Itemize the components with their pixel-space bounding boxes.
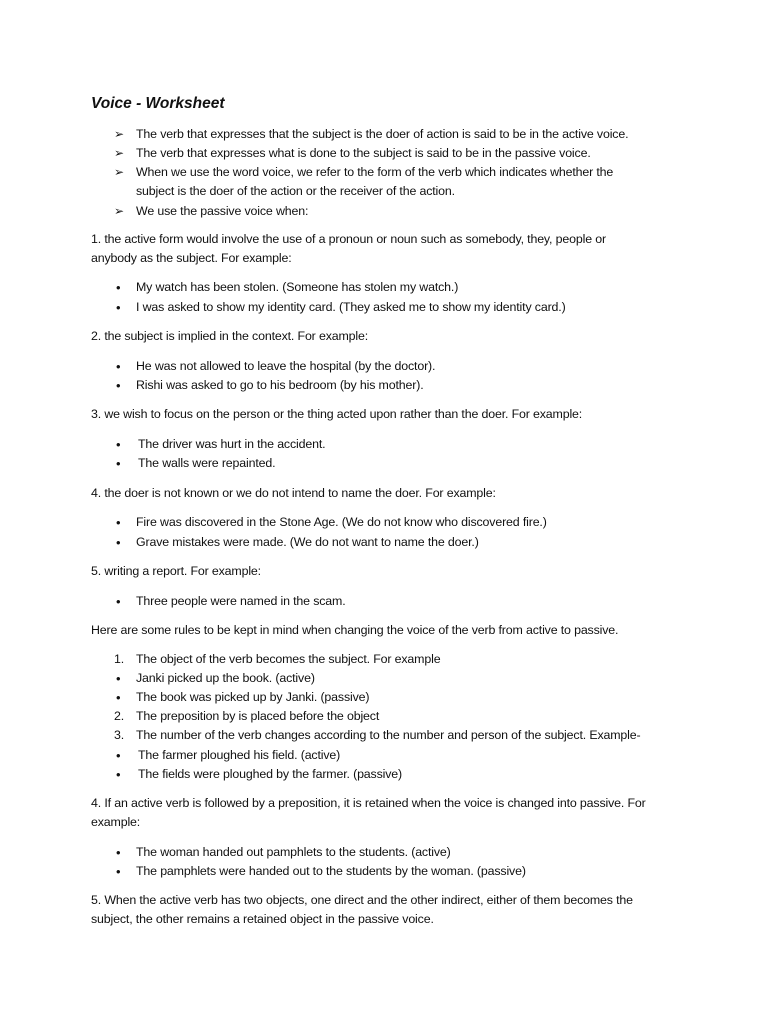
section-1-line: 1. the active form would involve the use of a pronoun or noun such as somebody, they, people or bbox=[91, 232, 606, 246]
bullet-icon: • bbox=[116, 864, 121, 879]
bullet-icon: • bbox=[116, 690, 121, 705]
rule-4-line: example: bbox=[91, 815, 141, 829]
example-item: The driver was hurt in the accident. bbox=[138, 437, 326, 451]
example-item: My watch has been stolen. (Someone has stolen my watch.) bbox=[136, 280, 459, 294]
rule-item: The object of the verb becomes the subject. For example bbox=[136, 652, 441, 666]
section-3-line: 3. we wish to focus on the person or the thing acted upon rather than the doer. For example: bbox=[91, 407, 583, 421]
section-5-line: 5. writing a report. For example: bbox=[91, 564, 261, 578]
rule-item: The fields were ploughed by the farmer. (passive) bbox=[138, 767, 403, 781]
bullet-icon: • bbox=[116, 535, 121, 550]
arrow-bullet-icon: ➢ bbox=[114, 165, 124, 179]
section-1-line: anybody as the subject. For example: bbox=[91, 251, 292, 265]
arrow-bullet-icon: ➢ bbox=[114, 204, 124, 218]
rule-4-line: 4. If an active verb is followed by a preposition, it is retained when the voice is changed into passive. For bbox=[91, 796, 646, 810]
bullet-icon: • bbox=[116, 515, 121, 530]
example-item: He was not allowed to leave the hospital (by the doctor). bbox=[136, 359, 436, 373]
bullet-icon: • bbox=[116, 359, 121, 374]
intro-line: The verb that expresses what is done to the subject is said to be in the passive voice. bbox=[136, 146, 591, 160]
example-item: Fire was discovered in the Stone Age. (We do not know who discovered fire.) bbox=[136, 515, 547, 529]
bullet-icon: • bbox=[116, 845, 121, 860]
bullet-icon: • bbox=[116, 456, 121, 471]
bullet-icon: • bbox=[116, 300, 121, 315]
example-item: Rishi was asked to go to his bedroom (by his mother). bbox=[136, 378, 424, 392]
bullet-icon: • bbox=[116, 748, 121, 763]
bullet-icon: • bbox=[116, 280, 121, 295]
bullet-icon: • bbox=[116, 594, 121, 609]
rule-item: The farmer ploughed his field. (active) bbox=[138, 748, 341, 762]
worksheet-title: Voice - Worksheet bbox=[91, 95, 225, 112]
arrow-bullet-icon: ➢ bbox=[114, 127, 124, 141]
example-item: The woman handed out pamphlets to the students. (active) bbox=[136, 845, 451, 859]
rule-item: The book was picked up by Janki. (passive) bbox=[136, 690, 370, 704]
example-item: I was asked to show my identity card. (They asked me to show my identity card.) bbox=[136, 300, 566, 314]
example-item: Three people were named in the scam. bbox=[136, 594, 346, 608]
example-item: The walls were repainted. bbox=[138, 456, 276, 470]
rule-item: Janki picked up the book. (active) bbox=[136, 671, 315, 685]
intro-line: We use the passive voice when: bbox=[136, 204, 309, 218]
example-item: Grave mistakes were made. (We do not want to name the doer.) bbox=[136, 535, 479, 549]
intro-line-continued: subject is the doer of the action or the receiver of the action. bbox=[136, 184, 455, 198]
bullet-icon: • bbox=[116, 767, 121, 782]
rule-item: The number of the verb changes according to the number and person of the subject. Example- bbox=[136, 728, 641, 742]
rule-5-line: 5. When the active verb has two objects, one direct and the other indirect, either of them becomes the bbox=[91, 893, 633, 907]
bullet-icon: • bbox=[116, 671, 121, 686]
example-item: The pamphlets were handed out to the students by the woman. (passive) bbox=[136, 864, 526, 878]
arrow-bullet-icon: ➢ bbox=[114, 146, 124, 160]
intro-line: The verb that expresses that the subject is the doer of action is said to be in the active voice. bbox=[136, 127, 629, 141]
intro-line: When we use the word voice, we refer to the form of the verb which indicates whether the bbox=[136, 165, 614, 179]
rules-intro: Here are some rules to be kept in mind when changing the voice of the verb from active to passive. bbox=[91, 623, 619, 637]
section-2-line: 2. the subject is implied in the context. For example: bbox=[91, 329, 369, 343]
rule-5-line: subject, the other remains a retained object in the passive voice. bbox=[91, 912, 434, 926]
bullet-icon: • bbox=[116, 378, 121, 393]
bullet-icon: • bbox=[116, 437, 121, 452]
rule-marker: 1. bbox=[114, 652, 125, 666]
section-4-line: 4. the doer is not known or we do not intend to name the doer. For example: bbox=[91, 486, 496, 500]
rule-marker: 3. bbox=[114, 728, 125, 742]
rule-marker: 2. bbox=[114, 709, 125, 723]
rule-item: The preposition by is placed before the object bbox=[136, 709, 380, 723]
